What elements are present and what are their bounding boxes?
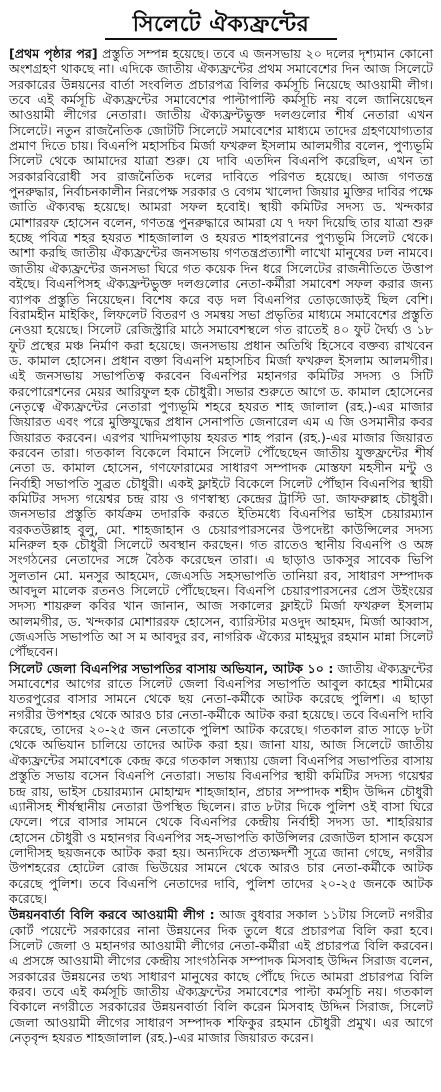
paragraph-1-text: প্রস্তুতি সম্পন্ন হয়েছে। তবে এ জনসভায় ২০ দলের দৃশ্যমান কোনো অংশগ্রহণ থাকছে না। এদিকে জাতীয় ঐক্যফ্রন্টের প্রথম সমাবেশের দিন আজ সিলেটে সরকারের উন্নয়নের বার্তা সংবলিত প্রচারপত্র বিলির কর্মসূচি নিয়েছে আওয়ামী লীগ। তবে এই কর্মসূচি ঐক্যফ্রন্টের সমাবেশের পাল্টাপাল্টি কর্মসূচি নয় বলে জানিয়েছেন আওয়ামী লীগের নেতারা। জাতীয় ঐক্যফ্রন্টভুক্ত দলগুলোর শীর্ষ নেতারা এখন সিলেটে। নতুন রাজনৈতিক জোটটি সিলেটে সমাবেশের মাধ্যমে তাদের গ্রহণযোগ্যতার প্রমাণ দিতে চায়। বিএনপি মহাসচিব মির্জা ফখরুল ইসলাম আলমগীর বলেন, পুণ্যভূমি সিলেট থেকে আমাদের যাত্রা শুরু। যে দাবি এতদিন বিএনপি করেছিল, এখন তা সরকারবিরোধী সব রাজনৈতিক দলের দাবিতে পরিণত হয়েছে। আজ গণতন্ত্র পুনরুদ্ধার, নির্বাচনকালীন নিরপেক্ষ সরকার ও বেগম খালেদা জিয়ার মুক্তির দাবির পক্ষে জাতি ঐক্যবদ্ধ হয়েছে। আমরা সফল হবোই। স্থায়ী কমিটির সদস্য ড. খন্দকার মোশাররফ হোসেন বলেন, গণতন্ত্র পুনরুদ্ধারে আমরা যে ৭ দফা দিয়েছি তার যাত্রা শুরু হচ্ছে পবিত্র শহর হযরত শাহজালাল ও হযরত শাহপরানের পুণ্যভূমি সিলেট থেকে। আশা করছি জাতীয় ঐক্যফ্রন্টের জনসভায় গণতন্ত্রপ্রত্যাশী লাখো মানুষের ঢল নামবে। জাতীয় ঐক্যফ্রন্টের জনসভা ঘিরে গত কয়েক দিন ধরে সিলেটের রাজনীতিতে উত্তাপ বইছে। বিএনপিসহ ঐক্যফ্রন্টভুক্ত দলগুলোর নেতা-কর্মীরা সমাবেশ সফল করার জন্য ব্যাপক প্রস্তুতি নিয়েছেন। বিশেষ করে বড় দল বিএনপির তোড়জোড়ই ছিল বেশি। বিরামহীন মাইকিং, লিফলেট বিতরণ ও সমন্বয় সভা প্রভৃতির মাধ্যমে সমাবেশের প্রস্তুতি নেওয়া হয়েছে। সিলেট রেজিস্ট্রারি মাঠে সমাবেশস্থলে গত রাতেই ৪০ ফুট দৈর্ঘ্য ও ১৮ ফুট প্রস্থের মঞ্চ নির্মাণ করা হয়েছে। জনসভায় প্রধান অতিথি হিসেবে বক্তব্য রাখবেন ড. কামাল হোসেন। প্রধান বক্তা বিএনপি মহাসচিব মির্জা ফখরুল ইসলাম আলমগীর। এই জনসভায় সভাপতিত্ব করবেন বিএনপির মহানগর কমিটির সদস্য ও সিটি করপোরেশনের মেয়র আরিফুল হক চৌধুরী। সভার শুরুতে আগে ড. কামাল হোসেনের নেতৃত্বে ঐক্যফ্রন্টের নেতারা পুণ্যভূমি শহরে হযরত শাহ জালাল (রহ.)-এর মাজার জিয়ারত এবং পরে মুক্তিযুদ্ধের প্রধান সেনাপতি জেনারেল এম এ জি ওসমানীর কবর জিয়ারত করবেন। এরপর খাদিমপাড়ায় হযরত শাহ পরান (রহ.)-এর মাজার জিয়ারত করবেন তারা। গতকাল বিকেলে বিমানে সিলেট পৌঁছেছেন জাতীয় যুক্তফ্রন্টের শীর্ষ নেতা ড. কামাল হোসেন, গণফোরামের সাধারণ সম্পাদক মোস্তফা মহসীন মন্টু ও নির্বাহী সভাপতি সুব্রত চৌধুরী। একই ফ্লাইটে বিকেলে সিলেট পৌঁছান বিএনপির স্থায়ী কমিটির সদস্য গয়েশ্বর চন্দ্র রায় ও গণস্বাস্থ্য কেন্দ্রের ট্রাস্টি ডা. জাফরুল্লাহ চৌধুরী। জনসভার প্রস্তুতি কার্যক্রম তদারকি করতে ইতিমধ্যে বিএনপির ভাইস চেয়ারম্যান বরকতউল্লাহ বুলু, মো. শাহজাহান ও চেয়ারপারসনের উপদেষ্টা কাউন্সিলের সদস্য মনিরুল হক চৌধুরী সিলেটে অবস্থান করছেন। গত রাতেও স্থানীয় বিএনপি ও অঙ্গ সংগঠনের নেতাদের সঙ্গে বৈঠক করেছেন তারা। এ ছাড়াও ডাকসুর সাবেক ভিপি সুলতান মো. মনসুর আহমেদ, জেএসডি সহসভাপতি তানিয়া রব, সাধারণ সম্পাদক আবদুল মালেক রতনও সিলেটে পৌঁছেছেন। বিএনপি চেয়ারপারসনের প্রেস উইংয়ের সদস্য শায়রুল কবির খান জানান, আজ সকালের ফ্লাইটে মির্জা ফখরুল ইসলাম আলমগীর, ড. খন্দকার মোশাররফ হোসেন, ব্যারিস্টার মওদুদ আহমদ, মির্জা আব্বাস, জেএসডি সভাপতি আ স ম আবদুর রব, নাগরিক ঐক্যের মাহমুদুর রহমান মান্না সিলেট পৌঁছবেন।	[9, 46, 433, 660]
article-paragraph-2	[9, 661, 433, 907]
paragraph-2-text: জাতীয় ঐক্যফ্রন্টের সমাবেশের আগের রাতে সিলেট জেলা বিএনপির সভাপতি আবুল কাহের শামীমের যতরপুরের বাসার সামনে থেকে ছয় নেতা-কর্মীকে আটক করেছে পুলিশ। এ ছাড়া নগরীর উপশহর থেকে আরও চার নেতা-কর্মীকে আটক করা হয়েছে। তবে বিএনপি দাবি করেছে, তাদের ২০-২৫ জন নেতাকে পুলিশ আটক করেছে। গতকাল রাত সাড়ে ৮টা থেকে অভিযান চালিয়ে তাদের আটক করা হয়। জানা যায়, আজ সিলেটে জাতীয় ঐক্যফ্রন্টের সমাবেশকে কেন্দ্র করে গতকাল সন্ধ্যায় জেলা বিএনপির সভাপতির বাসায় প্রস্তুতি সভায় বসেন বিএনপি নেতারা। সভায় বিএনপির স্থায়ী কমিটির সদস্য গয়েশ্বর চন্দ্র রায়, ভাইস চেয়ারম্যান মোহাম্মদ শাহজাহান, প্রচার সম্পাদক শহীদ উদ্দিন চৌধুরী এ্যানীসহ শীর্ষস্থানীয় নেতারা উপস্থিত ছিলেন। রাত ৮টার দিকে পুলিশ ওই বাসা ঘিরে ফেলে। পরে বাসার সামনে থেকে বিএনপির কেন্দ্রীয় নির্বাহী সদস্য ডা. শাহরিয়ার হোসেন চৌধুরী ও মহানগর বিএনপির সহ-সভাপতি কাউন্সিলর রেজাউল হাসান কয়েস লোদীসহ ছয়জনকে আটক করা হয়। অন্যদিকে প্রত্যক্ষদর্শী সূত্রে জানা গেছে, নগরীর উপশহরের হোটেল রোজ ভিউয়ের সামনে থেকে আরও চার নেতা-কর্মীকে আটক করেছে পুলিশ। তবে বিএনপি নেতাদের দাবি, পুলিশ তাদের ২০-২৫ জনকে আটক করেছে।	[9, 660, 433, 906]
article-paragraph-3	[9, 907, 433, 1045]
subheading-awami-league: উন্নয়নবার্তা বিলি করবে আওয়ামী লীগ :	[9, 907, 215, 923]
headline-area	[9, 10, 433, 40]
continuation-marker: [প্রথম পৃষ্ঠার পর]	[9, 46, 98, 61]
subheading-raid: সিলেট জেলা বিএনপির সভাপতির বাসায় অভিযান, আটক ১০ :	[9, 660, 334, 676]
paragraph-3-text: আজ বুধবার সকাল ১১টায় সিলেট নগরীর কোর্ট পয়েন্টে সরকারের নানা উন্নয়নের দিক তুলে ধরে প্রচারপত্র বিলি করা হবে। সিলেট জেলা ও মহানগর আওয়ামী লীগের নেতা-কর্মীরা এই প্রচারপত্র বিলি করবেন। এ প্রসঙ্গে আওয়ামী লীগের কেন্দ্রীয় সাংগঠনিক সম্পাদক মিসবাহ উদ্দিন সিরাজ বলেন, সরকারের উন্নয়নের তথ্য সাধারণ মানুষের কাছে পৌঁছে দিতে আমরা প্রচারপত্র বিলি করব। তবে এই কর্মসূচি জাতীয় ঐক্যফ্রন্টের সমাবেশের পাল্টা কর্মসূচি নয়। গতকাল বিকালে নগরীতে সরকারের উন্নয়নবার্তা বিলি করেন মিসবাহ উদ্দিন সিরাজ, সিলেট জেলা আওয়ামী লীগের সাধারণ সম্পাদক শফিকুর রহমান চৌধুরী প্রমুখ। এর আগে নেতৃবৃন্দ হযরত শাহজালাল (রহ.)-এর মাজার জিয়ারত করেন।	[9, 907, 433, 1045]
headline: সিলেটে ঐক্যফ্রন্টের	[105, 10, 338, 40]
article-paragraph-1	[9, 46, 433, 660]
